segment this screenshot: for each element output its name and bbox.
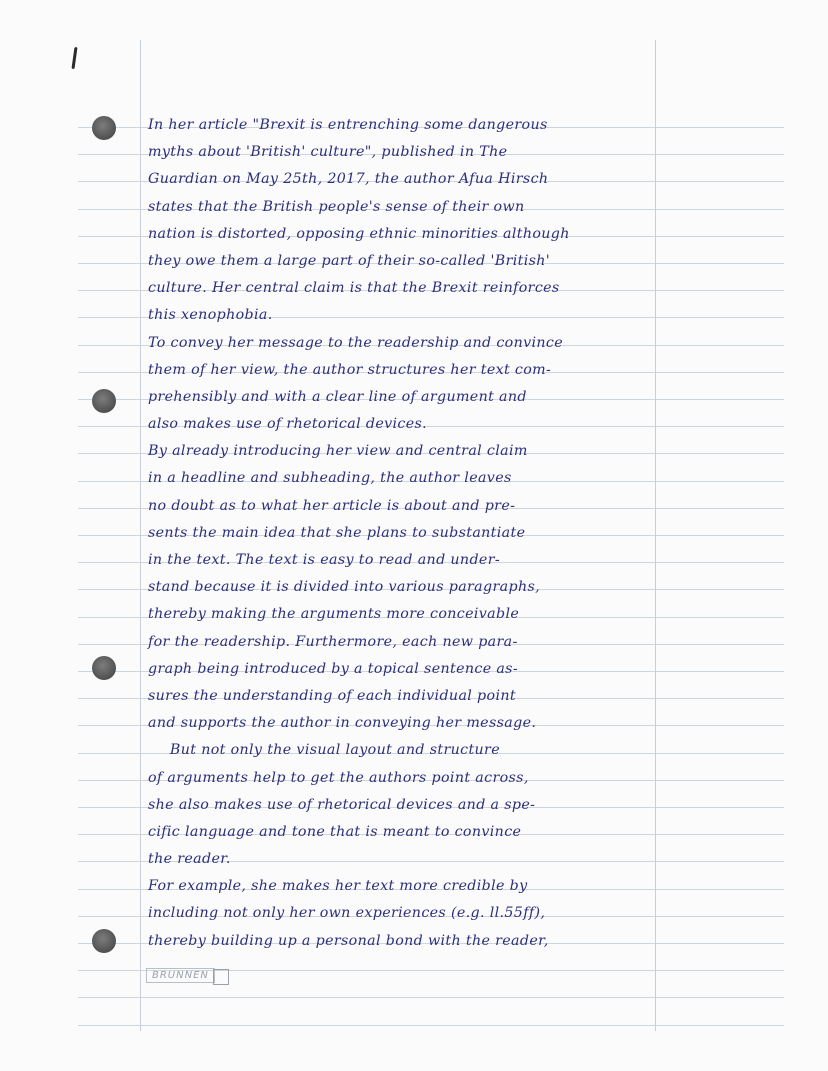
essay-line: prehensibly and with a clear line of argument and (148, 388, 527, 405)
essay-line: But not only the visual layout and structure (169, 742, 500, 759)
essay-line: thereby building up a personal bond with the reader, (148, 932, 549, 949)
brand-label: BRUNNEN (146, 968, 215, 983)
essay-line: In her article "Brexit is entrenching some dangerous (148, 117, 548, 133)
essay-line: sents the main idea that she plans to substantiate (148, 524, 526, 541)
punch-hole-icon (92, 656, 116, 680)
essay-line: graph being introduced by a topical sentence as- (148, 660, 519, 677)
essay-line: and supports the author in conveying her message. (148, 715, 537, 732)
essay-line: of arguments help to get the authors point across, (148, 769, 529, 786)
essay-line: stand because it is divided into various paragraphs, (148, 579, 541, 596)
essay-line: them of her view, the author structures her text com- (148, 361, 552, 378)
essay-line: culture. Her central claim is that the Brexit reinforces (148, 280, 560, 297)
essay-line: states that the British people's sense of their own (148, 198, 525, 215)
punch-hole-icon (92, 929, 116, 953)
essay-line: Guardian on May 25th, 2017, the author Afua Hirsch (148, 171, 549, 188)
essay-line: she also makes use of rhetorical devices and a spe- (148, 796, 536, 813)
essay-line: sures the understanding of each individual point (148, 687, 516, 704)
essay-line: in a headline and subheading, the author leaves (148, 470, 512, 487)
ruled-line (78, 997, 784, 998)
essay-line: By already introducing her view and central claim (148, 443, 528, 460)
essay-line: also makes use of rhetorical devices. (148, 416, 428, 433)
essay-line: this xenophobia. (148, 307, 273, 324)
brand-logo-icon (213, 969, 229, 985)
essay-line: in the text. The text is easy to read and under- (148, 552, 501, 568)
handwritten-essay (148, 112, 658, 955)
essay-line: cific language and tone that is meant to convince (148, 823, 522, 840)
punch-hole-icon (92, 116, 116, 140)
essay-line: For example, she makes her text more credible by (148, 878, 528, 895)
left-margin-line (140, 40, 141, 1031)
essay-line: including not only her own experiences (e.g. ll.55ff), (148, 905, 546, 922)
essay-line: they owe them a large part of their so-called 'British' (148, 252, 551, 269)
essay-line: the reader. (148, 851, 231, 868)
ruled-line (78, 1025, 784, 1026)
essay-line: To convey her message to the readership and convince (148, 334, 564, 351)
essay-line: myths about 'British' culture", published in The (148, 144, 508, 161)
essay-line: nation is distorted, opposing ethnic minorities although (148, 225, 570, 242)
essay-line: thereby making the arguments more conceivable (148, 606, 520, 623)
pen-mark (71, 47, 77, 69)
essay-line: for the readership. Furthermore, each new para- (148, 633, 518, 650)
punch-hole-icon (92, 389, 116, 413)
essay-line: no doubt as to what her article is about and pre- (148, 497, 516, 514)
